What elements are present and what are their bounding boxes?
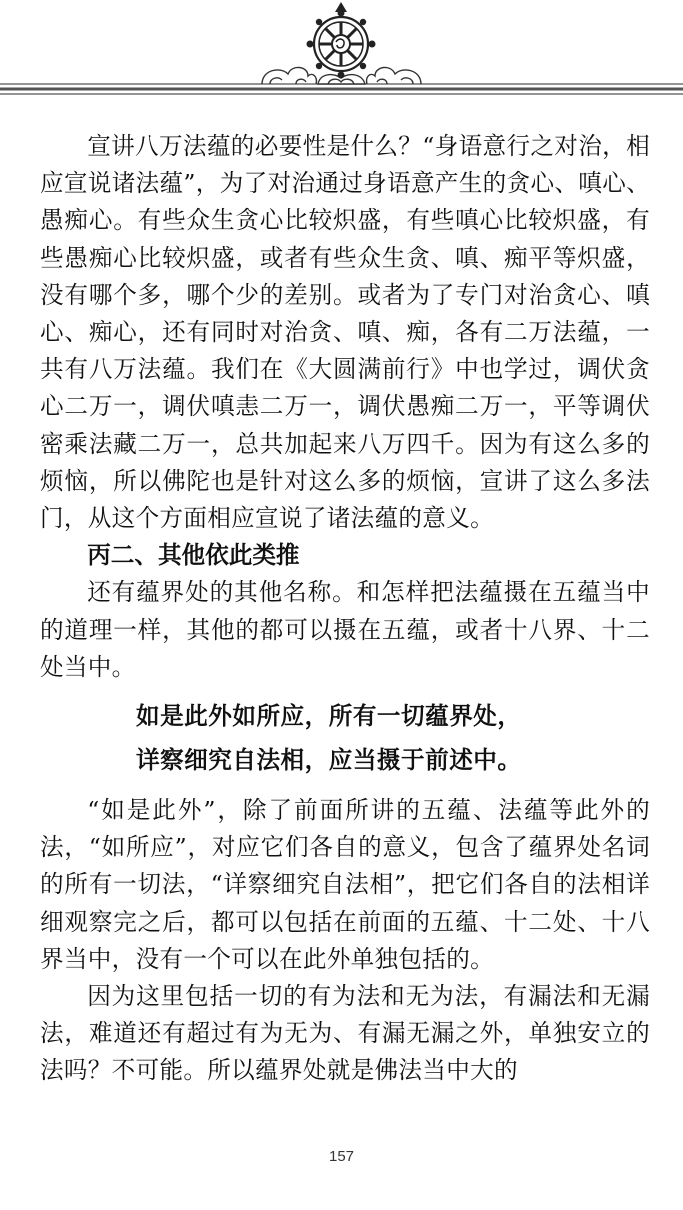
page-header-ornament [0, 0, 683, 110]
paragraph-other-names: 还有蕴界处的其他名称。和怎样把法蕴摄在五蕴当中的道理一样，其他的都可以摄在五蕴，或者十八界、十二处当中。 [40, 578, 650, 681]
paragraph-conditioned-unconditioned: 因为这里包括一切的有为法和无为法，有漏法和无漏法，难道还有超过有为无为、有漏无漏之外，单独安立的法吗？不可能。所以蕴界处就是佛法当中大的 [40, 982, 650, 1085]
root-verse [40, 694, 650, 782]
paragraph-verse-commentary: “如是此外”，除了前面所讲的五蕴、法蕴等此外的法，“如所应”，对应它们各自的意义，包含了蕴界处名词的所有一切法，“详察细究自法相”，把它们各自的法相详细观察完之后，都可以包括在前面的五蕴、十二处、十八界当中，没有一个可以在此外单独包括的。 [40, 796, 650, 973]
dharma-wheel-icon [307, 2, 376, 79]
paragraph-eighty-thousand-dharma: 宣讲八万法蕴的必要性是什么？“身语意行之对治，相应宣说诸法蕴”，为了对治通过身语意产生的贪心、嗔心、愚痴心。有些众生贪心比较炽盛，有些嗔心比较炽盛，有些愚痴心比较炽盛，或者有些众生贪、嗔、痴平等炽盛，没有哪个多，哪个少的差别。或者为了专门对治贪心、嗔心、痴心，还有同时对治贪、嗔、痴，各有二万法蕴，一共有八万法蕴。我们在《大圆满前行》中也学过，调伏贪心二万一，调伏嗔恚二万一，调伏愚痴二万一，平等调伏密乘法藏二万一，总共加起来八万四千。因为有这么多的烦恼，所以佛陀也是针对这么多的烦恼，宣讲了这么多法门，从这个方面相应宣说了诸法蕴的意义。 [40, 132, 650, 533]
right-cloud-icon [367, 67, 421, 84]
page-body [40, 128, 650, 1090]
left-cloud-icon [262, 67, 316, 84]
verse-line-1: 如是此外如所应，所有一切蕴界处， [136, 702, 522, 731]
page-number: 157 [328, 1148, 355, 1165]
header-ornament-graphic [0, 0, 683, 110]
section-heading: 丙二、其他依此类推 [87, 541, 300, 570]
verse-line-2: 详察细究自法相，应当摄于前述中。 [136, 746, 522, 775]
